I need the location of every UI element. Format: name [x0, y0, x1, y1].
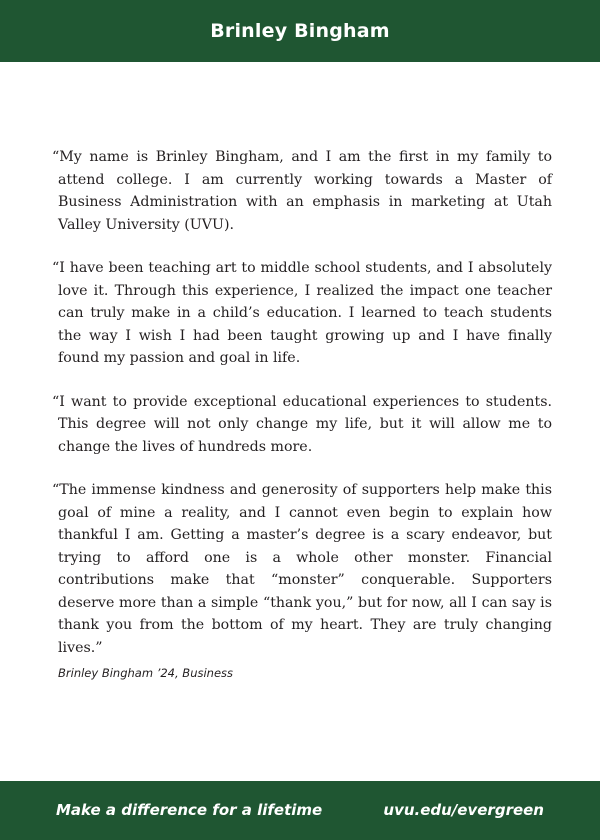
quote-paragraph-1: “My name is Brinley Bingham, and I am the first in my family to attend college. I am currently working towards a Master of Business Administration with an emphasis in marketing at Utah Valley University (UVU).: [52, 149, 552, 233]
footer-url-link[interactable]: uvu.edu/evergreen: [383, 801, 544, 819]
quote-paragraph-3: “I want to provide exceptional educational experiences to students. This degree will not only change my life, but it will allow me to change the lives of hundreds more.: [52, 393, 552, 455]
quote-body: [52, 146, 552, 680]
attribution: Brinley Bingham ’24, Business: [58, 666, 234, 680]
header-bar: [0, 0, 600, 62]
footer-tagline: Make a difference for a lifetime: [56, 801, 323, 819]
footer-bar: [0, 781, 600, 840]
quote-paragraph-2: “I have been teaching art to middle school students, and I absolutely love it. Through this experience, I realized the impact one teacher can truly make in a child’s education. I learned to teach students the way I wish I had been taught growing up and I have finally found my passion and goal in life.: [52, 260, 552, 366]
quote-paragraph-4: “The immense kindness and generosity of supporters help make this goal of mine a reality, and I cannot even begin to explain how thankful I am. Getting a master’s degree is a scary endeavor, but trying to afford one is a whole other monster. Financial contributions make that “monster” conquerable. Supporters deserve more than a simple “thank you,” but for now, all I can say is thank you from the bottom of my heart. They are truly changing lives.”: [52, 482, 552, 656]
page-title: Brinley Bingham: [210, 20, 390, 42]
